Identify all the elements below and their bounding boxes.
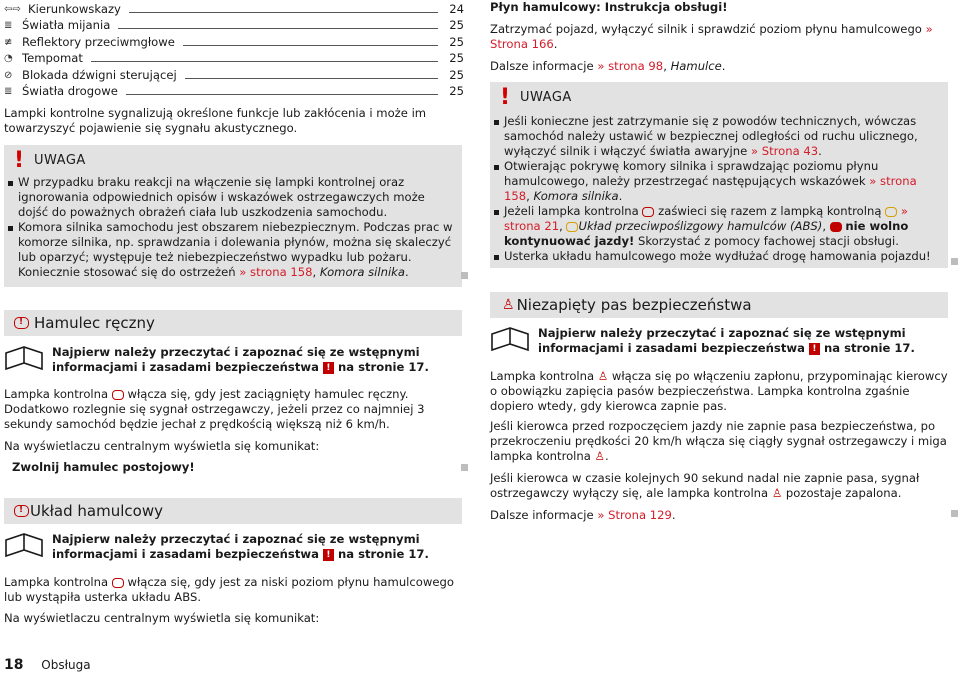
brake-system-icon	[14, 505, 29, 517]
section-end-marker	[951, 510, 958, 517]
page-footer	[4, 658, 91, 673]
warning-bullet: W przypadku braku reakcji na włączenie się lampki kontrolnej oraz ignorowania odpowiednich opisów i wskazówek ostrzegawczych może dojść do poważnych obrażeń ciała lub uszkodzenia samochodu.	[6, 175, 454, 220]
brake-system-icon	[642, 207, 654, 217]
seatbelt-icon: ♙	[502, 296, 515, 313]
toc-item[interactable]: ⊘ Blokada dźwigni sterującej 25	[4, 67, 464, 82]
body-paragraph: Zatrzymać pojazd, wyłączyć silnik i sprawdzić poziom płynu hamulcowego » Strona 166.	[490, 22, 933, 51]
book-icon	[4, 532, 44, 558]
section-header-seatbelt: ♙ Niezapięty pas bezpieczeństwa	[490, 292, 948, 318]
section-end-marker	[951, 258, 958, 265]
abs-icon	[566, 222, 578, 232]
body-paragraph: Dalsze informacje » Strona 129.	[490, 508, 676, 522]
warning-exclamation-icon: !	[323, 362, 334, 374]
warning-exclamation-icon: !	[499, 84, 511, 110]
warning-bullet: Otwierając pokrywę komory silnika i sprawdzając poziomu płynu hamulcowego, należy przestrzegać następujących wskazówek » strona 158, Komora silnika.	[492, 159, 938, 204]
seatbelt-icon: ♙	[597, 369, 609, 383]
direction-arrows-icon: ⇦⇨	[4, 3, 21, 15]
body-paragraph: Na wyświetlaczu centralnym wyświetla się komunikat:	[4, 611, 320, 625]
footer-label: Obsługa	[41, 658, 91, 672]
body-paragraph: Jeśli kierowca przed rozpoczęciem jazdy nie zapnie pasa bezpieczeństwa, po przekroczeniu prędkości 20 km/h włącza się ciągły sygnał ostrzegawczy i miga lampka kontrolna ♙.	[490, 419, 947, 463]
section-end-marker	[461, 272, 468, 279]
warning-exclamation-icon: !	[809, 343, 820, 355]
stop-icon	[830, 222, 842, 232]
warning-exclamation-icon: !	[13, 147, 25, 173]
toc-item[interactable]: ≣ Światła mijania 25	[4, 18, 464, 32]
fog-light-icon: ≢	[4, 36, 13, 48]
body-paragraph: Lampka kontrolna włącza się, gdy jest zaciągnięty hamulec ręczny. Dodatkowo rozlegnie się sygnał ostrzegawczy, jeżeli przez co najmniej 3 sekundy samochód będzie jechał z prędkością większą niż 6 km/h.	[4, 387, 425, 431]
steering-lock-icon: ⊘	[4, 69, 13, 81]
link-page-ref[interactable]: » strona 158	[504, 174, 917, 203]
cruise-control-icon: ◔	[4, 53, 13, 64]
seatbelt-icon: ♙	[594, 449, 605, 463]
display-message: Zwolnij hamulec postojowy!	[12, 460, 195, 474]
link-page-ref[interactable]: » strona 21	[504, 204, 908, 233]
lights-icon: ≣	[4, 20, 13, 31]
body-paragraph: Lampka kontrolna włącza się, gdy jest za niski poziom płynu hamulcowego lub wystąpiła usterka układu ABS.	[4, 575, 454, 604]
warning-title: UWAGA	[520, 89, 572, 105]
warning-bullet: Jeżeli lampka kontrolna zaświeci się razem z lampką kontrolną » strona 21, Układ przeciwpoślizgowy hamulców (ABS), nie wolno kontynuować jazdy! Skorzystać z pomocy fachowej stacji obsługi.	[492, 204, 938, 249]
read-first-note: Najpierw należy przeczytać i zapoznać się ze wstępnymi informacjami i zasadami bezpieczeństwa ! na stronie 17.	[4, 532, 462, 562]
book-icon	[4, 345, 44, 371]
warning-title: UWAGA	[34, 152, 86, 168]
section-header-handbrake: ! Hamulec ręczny	[4, 310, 462, 336]
section-header-brake: ! Układ hamulcowy	[4, 498, 462, 524]
link-page-ref[interactable]: » strona 98	[597, 59, 664, 73]
page-number: 18	[4, 657, 24, 673]
lights-icon: ≣	[4, 86, 13, 97]
warning-box	[4, 145, 462, 287]
fluid-title: Płyn hamulcowy: Instrukcja obsługi!	[490, 0, 728, 14]
intro-paragraph: Lampki kontrolne sygnalizują określone funkcje lub zakłócenia i może im towarzyszyć pojawienie się sygnału akustycznego.	[4, 106, 427, 135]
link-page-ref[interactable]: » Strona 129	[597, 508, 672, 522]
toc-item[interactable]: ◔ Tempomat 25	[4, 51, 464, 65]
read-first-note: Najpierw należy przeczytać i zapoznać się ze wstępnymi informacjami i zasadami bezpieczeństwa ! na stronie 17.	[490, 326, 948, 356]
toc-item[interactable]: ≣ Światła drogowe 25	[4, 84, 464, 98]
toc-list	[4, 0, 464, 99]
read-first-note: Najpierw należy przeczytać i zapoznać się ze wstępnymi informacjami i zasadami bezpieczeństwa ! na stronie 17.	[4, 345, 462, 375]
abs-icon	[885, 207, 897, 217]
brake-system-icon	[112, 578, 124, 588]
toc-item[interactable]: ≢ Reflektory przeciwmgłowe 25	[4, 34, 464, 49]
warning-exclamation-icon: !	[323, 549, 334, 561]
handbrake-icon	[112, 390, 124, 400]
warning-box	[490, 82, 948, 268]
link-page-ref[interactable]: » Strona 43	[750, 144, 819, 158]
link-page-ref[interactable]: » Strona 166	[490, 22, 933, 51]
body-paragraph: Na wyświetlaczu centralnym wyświetla się komunikat:	[4, 439, 320, 453]
body-paragraph: Lampka kontrolna ♙ włącza się po włączeniu zapłonu, przypominając kierowcy o obowiązku zapięcia pasów bezpieczeństwa. Lampka kontrolna zgaśnie dopiero wtedy, gdy kierowca zapnie pas.	[490, 369, 948, 413]
handbrake-icon	[14, 317, 29, 329]
warning-bullet: Jeśli konieczne jest zatrzymanie się z powodów technicznych, wówczas samochód należy ustawić w bezpiecznej odległości od ruchu ulicznego, wyłączyć silnik i włączyć światła awaryjne » Strona 43.	[492, 114, 938, 159]
section-end-marker	[461, 464, 468, 471]
warning-bullet: Komora silnika samochodu jest obszarem niebezpiecznym. Podczas prac w komorze silnika, np. sprawdzania i dolewania płynów, można się skaleczyć lub oparzyć; występuje też niebezpieczeństwo wypadku lub pożaru. Koniecznie stosować się do ostrzeżeń » strona 158, Komora silnika.	[6, 220, 454, 280]
link-page-ref[interactable]: » strona 158	[239, 265, 313, 279]
seatbelt-icon: ♙	[771, 486, 783, 500]
body-paragraph: Jeśli kierowca w czasie kolejnych 90 sekund nadal nie zapnie pasa, sygnał ostrzegawczy wyłączy się, ale lampka kontrolna ♙ pozostaje zapalona.	[490, 471, 920, 500]
book-icon	[490, 326, 530, 352]
toc-item[interactable]: ⇦⇨ Kierunkowskazy 24	[4, 1, 464, 16]
body-paragraph: Dalsze informacje » strona 98, Hamulce.	[490, 59, 726, 73]
warning-bullet: Usterka układu hamulcowego może wydłużać drogę hamowania pojazdu!	[492, 249, 938, 264]
